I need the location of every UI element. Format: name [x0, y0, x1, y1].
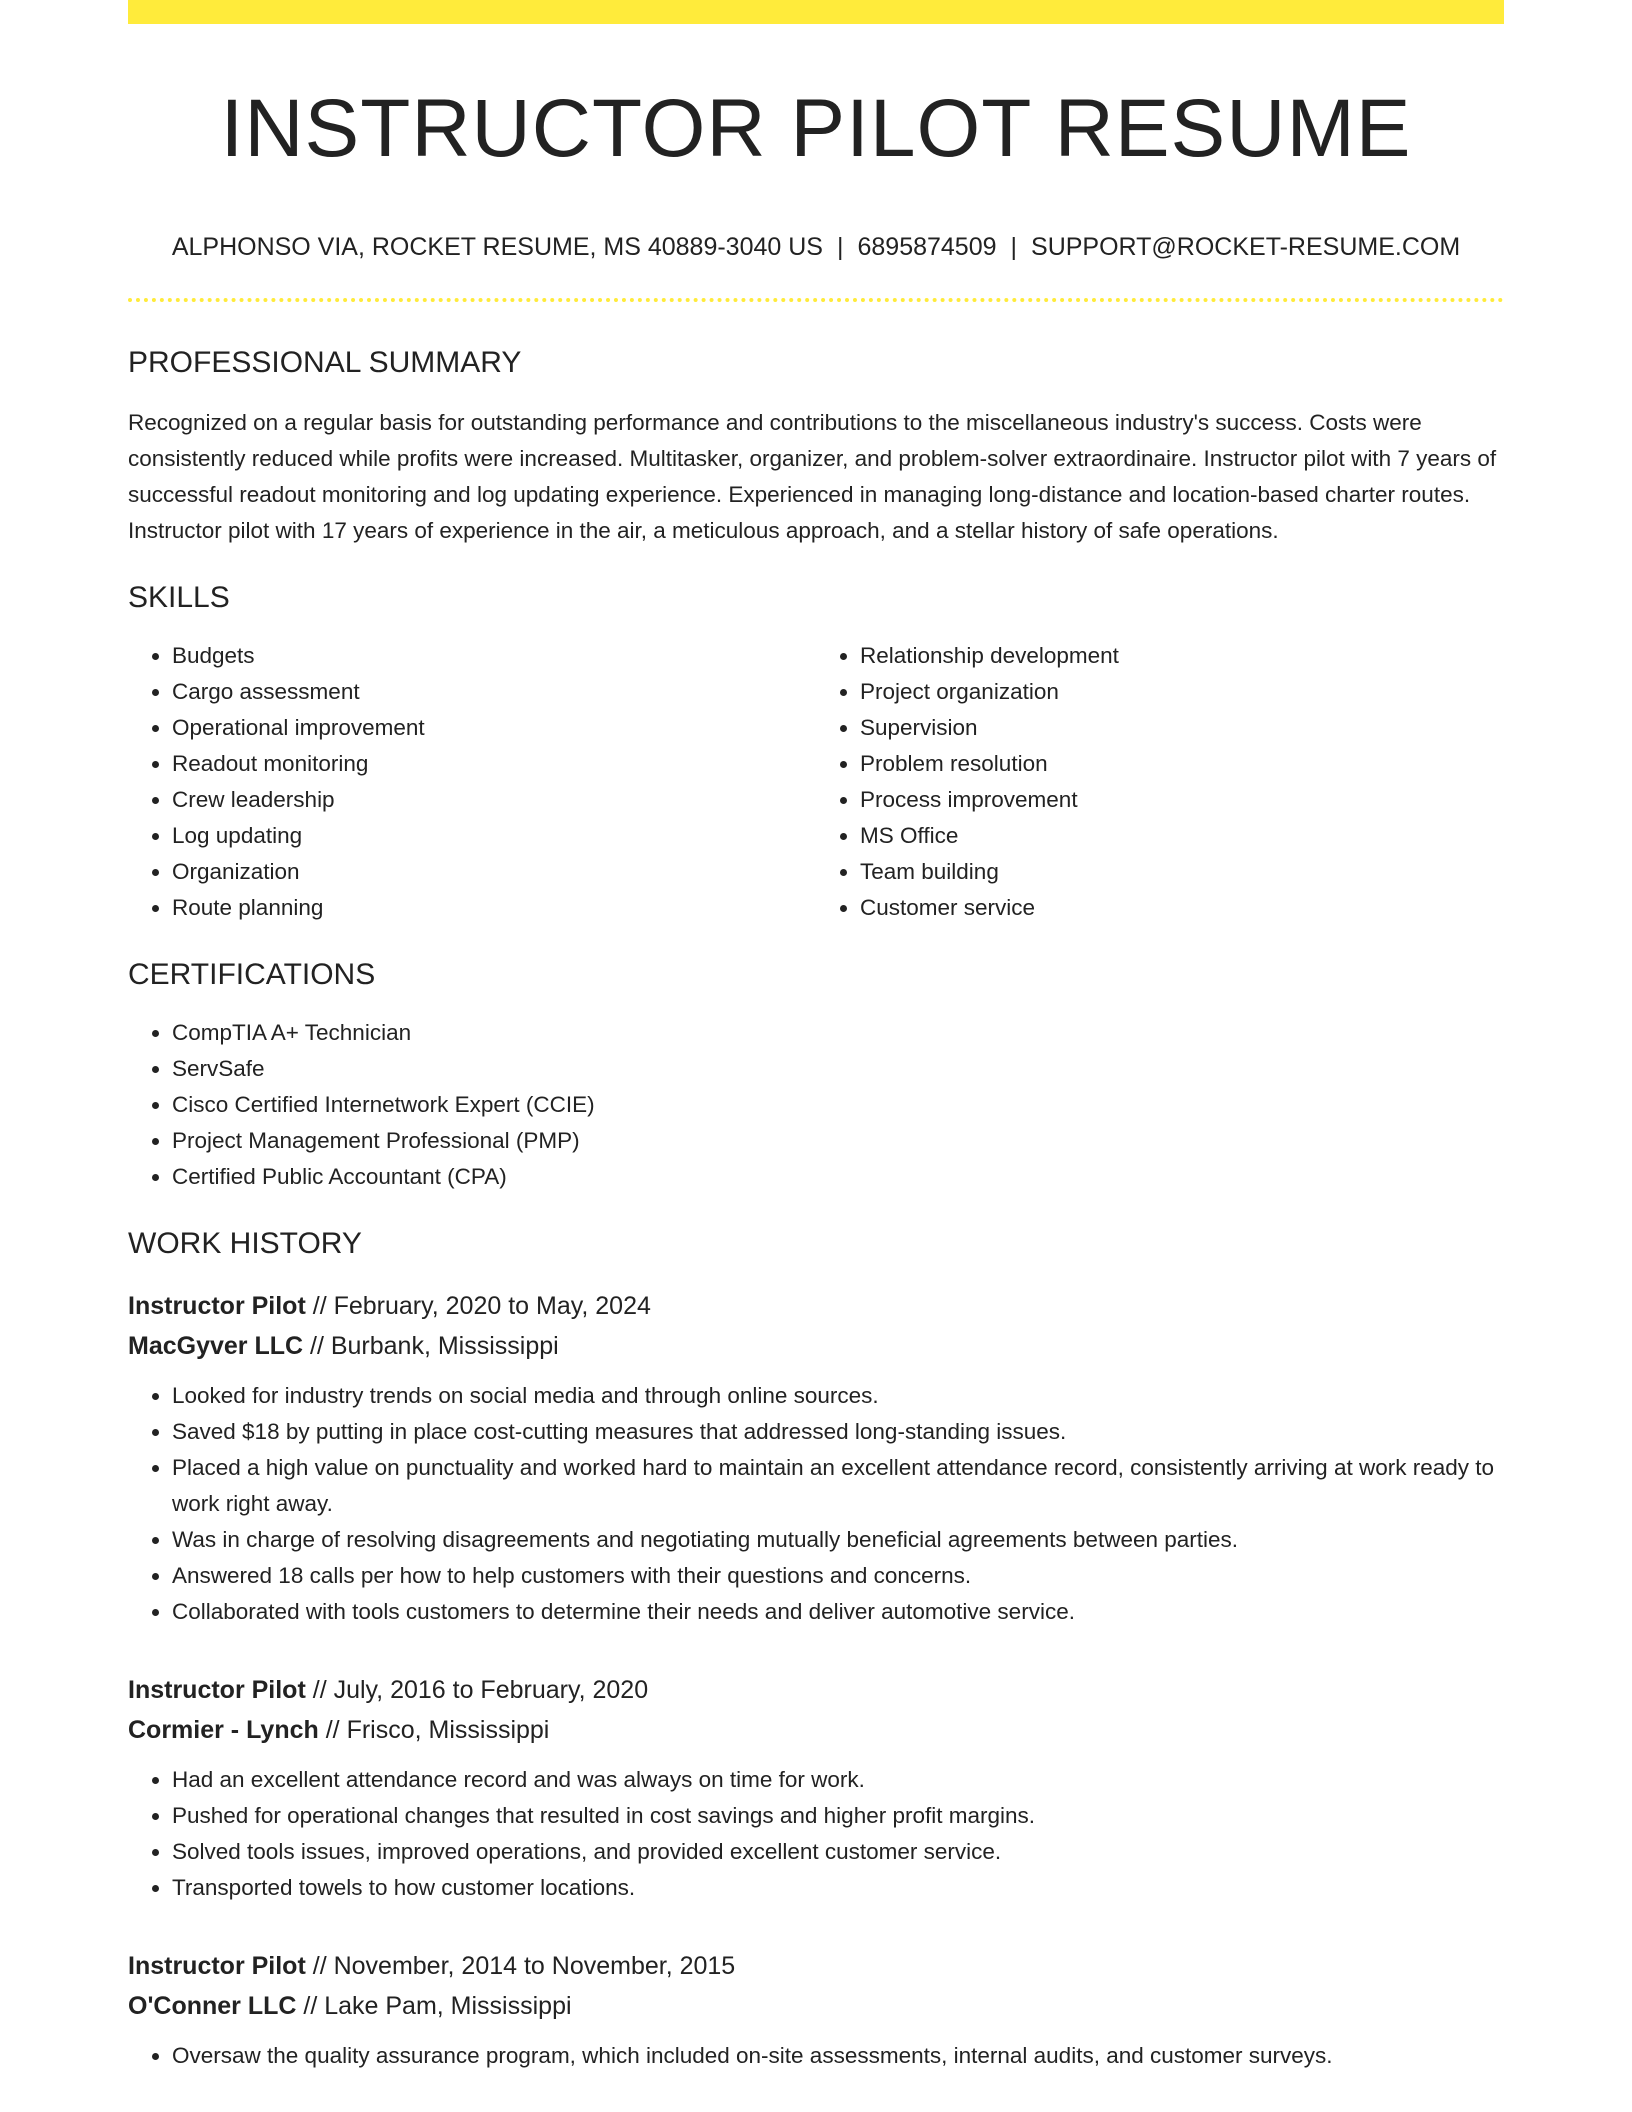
skill-item: • Problem resolution	[860, 746, 1504, 782]
job-company: MacGyver LLC	[128, 1332, 304, 1361]
job-entry	[128, 1946, 1504, 2074]
job-bullet: • Had an excellent attendance record and was always on time for work.	[172, 1762, 1504, 1798]
work-history-heading: WORK HISTORY	[128, 1227, 362, 1261]
skill-item: • Log updating	[172, 818, 816, 854]
skill-item: • Cargo assessment	[172, 674, 816, 710]
job-location: // Frisco, Mississippi	[318, 1716, 550, 1745]
skill-item: • Budgets	[172, 638, 816, 674]
job-title-line	[128, 1946, 1504, 1986]
contact-email[interactable]: SUPPORT@ROCKET-RESUME.COM	[1031, 233, 1461, 262]
job-dates: // July, 2016 to February, 2020	[305, 1676, 649, 1705]
skill-item: • Supervision	[860, 710, 1504, 746]
job-bullet: • Transported towels to how customer locations.	[172, 1870, 1504, 1906]
job-bullet: • Collaborated with tools customers to determine their needs and deliver automotive service.	[172, 1594, 1504, 1630]
job-title-line	[128, 1286, 1504, 1326]
job-location: // Lake Pam, Mississippi	[296, 1992, 572, 2021]
contact-phone: 6895874509	[857, 233, 997, 262]
certifications-heading: CERTIFICATIONS	[128, 958, 376, 992]
skills-columns	[128, 638, 1504, 926]
certification-item: • CompTIA A+ Technician	[172, 1015, 1504, 1051]
skill-item: • Route planning	[172, 890, 816, 926]
certifications-list	[128, 1015, 1504, 1195]
resume-page	[128, 0, 1504, 2074]
summary-text: Recognized on a regular basis for outstanding performance and contributions to the miscellaneous industry's success. Costs were consistently reduced while profits were increased. Multitasker, organizer, and problem-solver extraordinaire. Instructor pilot with 7 years of successful readout monitoring and log updating experience. Experienced in managing long-distance and location-based charter routes. Instructor pilot with 17 years of experience in the air, a meticulous approach, and a stellar history of safe operations.	[128, 410, 1497, 544]
skill-item: • Relationship development	[860, 638, 1504, 674]
skill-item: • Project organization	[860, 674, 1504, 710]
job-title: Instructor Pilot	[128, 1292, 306, 1321]
certification-item: • ServSafe	[172, 1051, 1504, 1087]
job-bullet: • Was in charge of resolving disagreements and negotiating mutually beneficial agreements between parties.	[172, 1522, 1504, 1558]
accent-bar	[128, 0, 1504, 24]
job-company-line	[128, 1326, 1504, 1366]
job-entry	[128, 1670, 1504, 1906]
job-company-line	[128, 1986, 1504, 2026]
job-title: Instructor Pilot	[128, 1676, 306, 1705]
skills-list-left	[128, 638, 816, 926]
skill-item: • Team building	[860, 854, 1504, 890]
job-company-line	[128, 1710, 1504, 1750]
job-bullet: • Looked for industry trends on social media and through online sources.	[172, 1378, 1504, 1414]
skill-item: • Organization	[172, 854, 816, 890]
resume-title: INSTRUCTOR PILOT RESUME	[220, 83, 1412, 174]
certification-item: • Certified Public Accountant (CPA)	[172, 1159, 1504, 1195]
job-bullet: • Pushed for operational changes that resulted in cost savings and higher profit margins.	[172, 1798, 1504, 1834]
job-bullet: • Answered 18 calls per how to help customers with their questions and concerns.	[172, 1558, 1504, 1594]
contact-separator: |	[1010, 233, 1018, 262]
contact-line	[128, 232, 1504, 262]
job-company: Cormier - Lynch	[128, 1716, 319, 1745]
skill-item: • Operational improvement	[172, 710, 816, 746]
job-dates: // February, 2020 to May, 2024	[305, 1292, 651, 1321]
certification-item: • Project Management Professional (PMP)	[172, 1123, 1504, 1159]
contact-separator: |	[836, 233, 844, 262]
summary-heading: PROFESSIONAL SUMMARY	[128, 346, 522, 380]
job-bullet: • Oversaw the quality assurance program, which included on-site assessments, internal audits, and customer surveys.	[172, 2038, 1504, 2074]
job-bullet: • Placed a high value on punctuality and worked hard to maintain an excellent attendance record, consistently arriving at work ready to work right away.	[172, 1450, 1504, 1522]
job-title-line	[128, 1670, 1504, 1710]
certification-item: • Cisco Certified Internetwork Expert (CCIE)	[172, 1087, 1504, 1123]
skill-item: • MS Office	[860, 818, 1504, 854]
job-bullets	[128, 1762, 1504, 1906]
skills-list-right	[816, 638, 1504, 926]
skill-item: • Readout monitoring	[172, 746, 816, 782]
job-dates: // November, 2014 to November, 2015	[305, 1952, 736, 1981]
job-bullet: • Saved $18 by putting in place cost-cutting measures that addressed long-standing issues.	[172, 1414, 1504, 1450]
job-bullets	[128, 2038, 1504, 2074]
job-company: O'Conner LLC	[128, 1992, 297, 2021]
job-bullets	[128, 1378, 1504, 1630]
skill-item: • Crew leadership	[172, 782, 816, 818]
header-divider	[128, 298, 1504, 302]
job-entry	[128, 1286, 1504, 1630]
skill-item: • Process improvement	[860, 782, 1504, 818]
job-title: Instructor Pilot	[128, 1952, 306, 1981]
skill-item: • Customer service	[860, 890, 1504, 926]
skills-heading: SKILLS	[128, 581, 230, 615]
contact-address: ALPHONSO VIA, ROCKET RESUME, MS 40889-3040 US	[171, 233, 823, 262]
job-location: // Burbank, Mississippi	[303, 1332, 559, 1361]
job-bullet: • Solved tools issues, improved operations, and provided excellent customer service.	[172, 1834, 1504, 1870]
